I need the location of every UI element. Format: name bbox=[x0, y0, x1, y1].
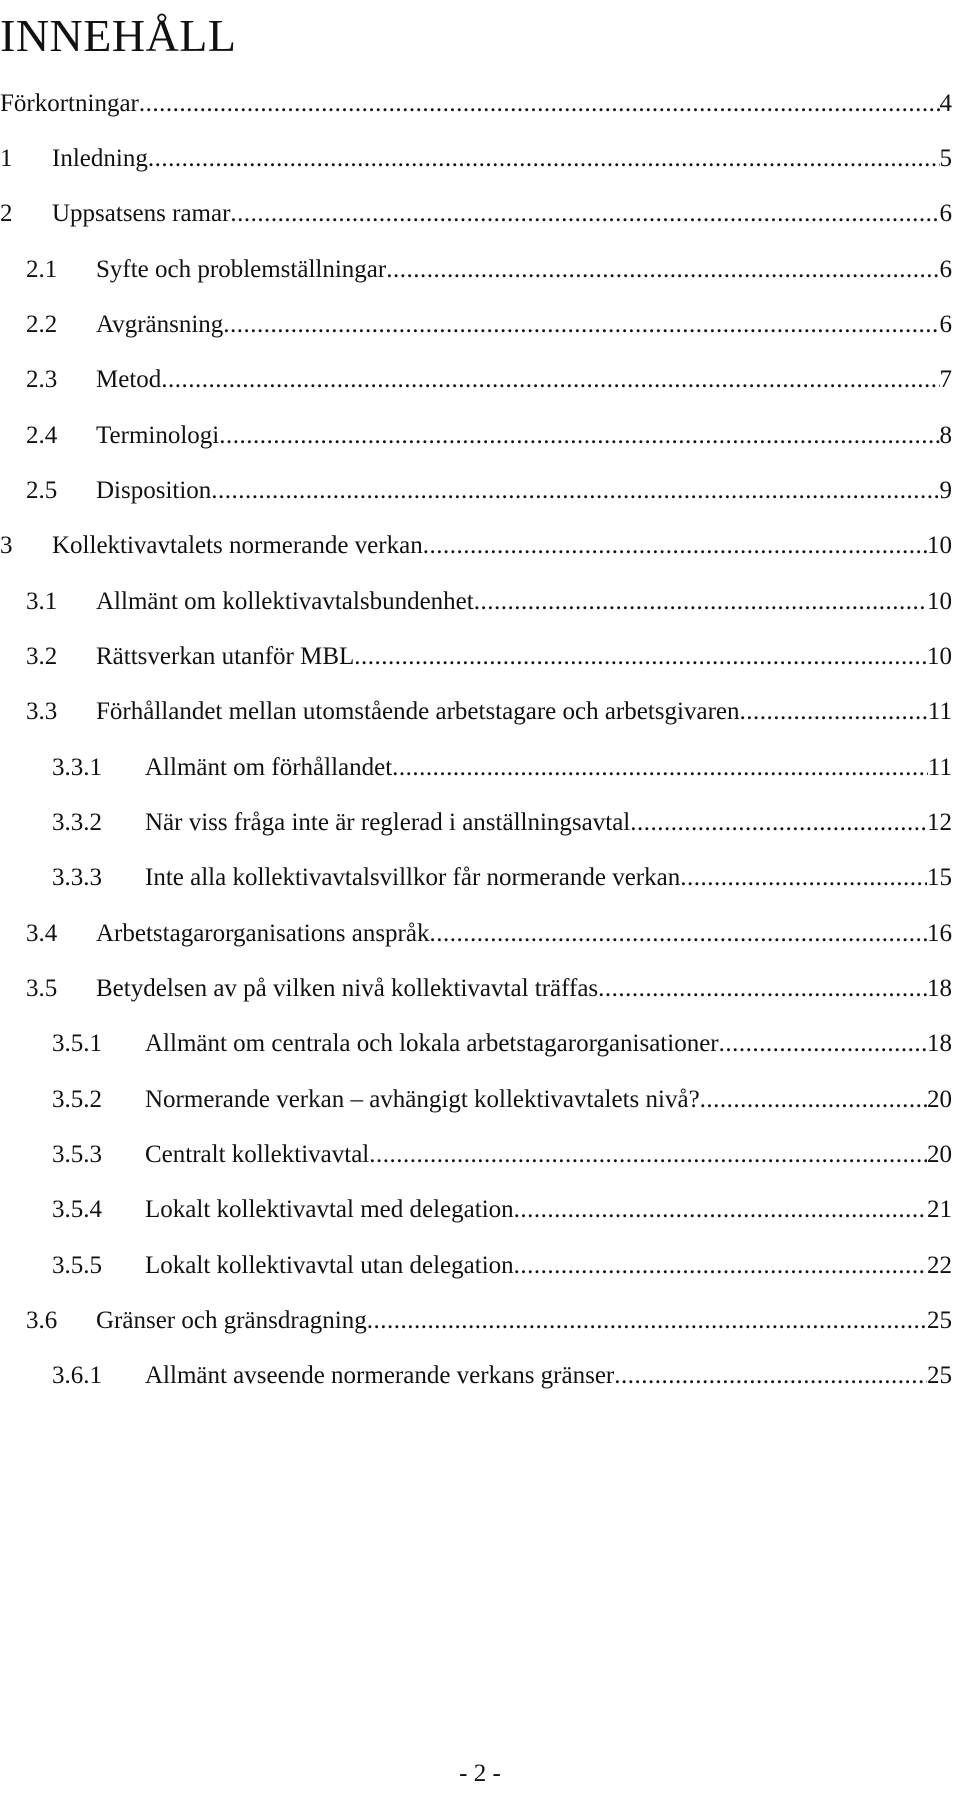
toc-entry-page: 7 bbox=[939, 366, 952, 393]
toc-entry bbox=[0, 526, 960, 566]
toc-entry-page: 5 bbox=[939, 145, 952, 172]
toc-entry-title: Gränser och gränsdragning bbox=[96, 1307, 367, 1334]
toc-entry-page: 9 bbox=[939, 477, 952, 504]
toc-entry-title: När viss fråga inte är reglerad i anställningsavtal bbox=[145, 809, 631, 836]
toc-dot-leader bbox=[223, 305, 939, 345]
toc-dot-leader bbox=[219, 416, 939, 456]
toc-entry-title: Disposition bbox=[96, 477, 212, 504]
toc-dot-leader bbox=[148, 139, 940, 179]
toc-entry bbox=[0, 250, 960, 290]
toc-entry-title: Allmänt avseende normerande verkans gränser bbox=[145, 1362, 615, 1389]
toc-entry-page: 4 bbox=[939, 90, 952, 117]
toc-entry bbox=[0, 1024, 960, 1064]
toc-entry bbox=[0, 969, 960, 1009]
toc-dot-leader bbox=[700, 1080, 927, 1120]
toc-dot-leader bbox=[230, 194, 939, 234]
toc-dot-leader bbox=[474, 582, 927, 622]
toc-entry-title: Centralt kollektivavtal bbox=[145, 1141, 370, 1168]
toc-entry bbox=[0, 1190, 960, 1230]
toc-entry-number: 3.3.2 bbox=[52, 809, 102, 836]
toc-entry bbox=[0, 84, 960, 124]
toc-entry-title: Avgränsning bbox=[96, 311, 224, 338]
toc-entry bbox=[0, 582, 960, 622]
toc-entry bbox=[0, 139, 960, 179]
toc-entry-title: Lokalt kollektivavtal utan delegation bbox=[145, 1252, 514, 1279]
toc-entry-title: Kollektivavtalets normerande verkan bbox=[52, 532, 423, 559]
toc-entry-number: 3.4 bbox=[26, 920, 58, 947]
toc-entry bbox=[0, 748, 960, 788]
toc-dot-leader bbox=[423, 526, 927, 566]
toc-entry-page: 20 bbox=[927, 1086, 952, 1113]
toc-entry-number: 3.3 bbox=[26, 698, 58, 725]
toc-entry-page: 15 bbox=[927, 864, 952, 891]
toc-dot-leader bbox=[598, 969, 927, 1009]
toc-entry bbox=[0, 305, 960, 345]
toc-entry-page: 16 bbox=[927, 920, 952, 947]
toc-entry-number: 3.1 bbox=[26, 588, 58, 615]
toc-entry-number: 3.5.2 bbox=[52, 1086, 102, 1113]
toc-entry-page: 6 bbox=[939, 256, 952, 283]
toc-entry-page: 6 bbox=[939, 200, 952, 227]
toc-entry-number: 3.5.3 bbox=[52, 1141, 102, 1168]
toc-entry-page: 25 bbox=[927, 1307, 952, 1334]
toc-dot-leader bbox=[392, 748, 928, 788]
toc-dot-leader bbox=[740, 692, 928, 732]
toc-entry-number: 3.6.1 bbox=[52, 1362, 102, 1389]
toc-entry-number: 2.1 bbox=[26, 256, 58, 283]
toc-entry bbox=[0, 360, 960, 400]
toc-dot-leader bbox=[161, 360, 939, 400]
toc-entry-number: 1 bbox=[0, 145, 13, 172]
toc-entry-number: 2.2 bbox=[26, 311, 58, 338]
toc-entry bbox=[0, 692, 960, 732]
toc-entry-number: 3.3.3 bbox=[52, 864, 102, 891]
toc-entry-title: Allmänt om centrala och lokala arbetstagarorganisationer bbox=[145, 1030, 719, 1057]
toc-entry-title: Arbetstagarorganisations anspråk bbox=[96, 920, 430, 947]
toc-entry-title: Terminologi bbox=[96, 422, 220, 449]
toc-entry bbox=[0, 194, 960, 234]
toc-dot-leader bbox=[429, 914, 927, 954]
toc-entry-title: Uppsatsens ramar bbox=[52, 200, 231, 227]
toc-dot-leader bbox=[354, 637, 927, 677]
toc-entry bbox=[0, 637, 960, 677]
toc-entry-page: 6 bbox=[939, 311, 952, 338]
toc-entry bbox=[0, 1080, 960, 1120]
toc-entry-page: 21 bbox=[927, 1196, 952, 1223]
toc-entry bbox=[0, 1135, 960, 1175]
toc-entry-number: 2 bbox=[0, 200, 13, 227]
toc-dot-leader bbox=[367, 1301, 927, 1341]
toc-entry bbox=[0, 471, 960, 511]
toc-entry-page: 10 bbox=[927, 588, 952, 615]
toc-dot-leader bbox=[680, 858, 927, 898]
toc-dot-leader bbox=[369, 1135, 927, 1175]
toc-entry-page: 12 bbox=[927, 809, 952, 836]
toc-entry bbox=[0, 1246, 960, 1286]
page-title: INNEHÅLL bbox=[0, 10, 237, 61]
toc-entry-title: Syfte och problemställningar bbox=[96, 256, 387, 283]
toc-entry-title: Normerande verkan – avhängigt kollektivavtalets nivå? bbox=[145, 1086, 700, 1113]
toc-entry-title: Förhållandet mellan utomstående arbetstagare och arbetsgivaren bbox=[96, 698, 740, 725]
toc-entry-page: 11 bbox=[927, 754, 952, 781]
toc-entry-page: 18 bbox=[927, 1030, 952, 1057]
toc-entry-title: Lokalt kollektivavtal med delegation bbox=[145, 1196, 514, 1223]
toc-entry-page: 25 bbox=[927, 1362, 952, 1389]
toc-entry-page: 20 bbox=[927, 1141, 952, 1168]
toc-dot-leader bbox=[514, 1246, 927, 1286]
toc-entry-number: 2.4 bbox=[26, 422, 58, 449]
toc-entry-number: 2.5 bbox=[26, 477, 58, 504]
toc-dot-leader bbox=[386, 250, 939, 290]
toc-entry bbox=[0, 914, 960, 954]
toc-dot-leader bbox=[514, 1190, 927, 1230]
toc-entry bbox=[0, 858, 960, 898]
toc-entry-number: 3.5.1 bbox=[52, 1030, 102, 1057]
toc-entry-title: Förkortningar bbox=[0, 90, 139, 117]
toc-entry-number: 3.6 bbox=[26, 1307, 58, 1334]
toc-entry-title: Rättsverkan utanför MBL bbox=[96, 643, 355, 670]
page-number: - 2 - bbox=[459, 1760, 501, 1787]
toc-entry bbox=[0, 803, 960, 843]
toc-entry-number: 3.5 bbox=[26, 975, 58, 1002]
toc-entry bbox=[0, 416, 960, 456]
toc-entry-title: Allmänt om förhållandet bbox=[145, 754, 393, 781]
toc-entry-number: 2.3 bbox=[26, 366, 58, 393]
toc-entry bbox=[0, 1301, 960, 1341]
toc-entry-number: 3.5.4 bbox=[52, 1196, 102, 1223]
toc-entry-page: 10 bbox=[927, 532, 952, 559]
toc-entry-title: Inledning bbox=[52, 145, 148, 172]
toc-entry-page: 10 bbox=[927, 643, 952, 670]
toc-entry-page: 8 bbox=[939, 422, 952, 449]
toc-entry bbox=[0, 1356, 960, 1396]
toc-dot-leader bbox=[614, 1356, 927, 1396]
toc-dot-leader bbox=[719, 1024, 927, 1064]
toc-entry-title: Inte alla kollektivavtalsvillkor får normerande verkan bbox=[145, 864, 681, 891]
toc-entry-page: 11 bbox=[927, 698, 952, 725]
toc-dot-leader bbox=[630, 803, 927, 843]
toc-dot-leader bbox=[139, 84, 940, 124]
toc-entry-number: 3.3.1 bbox=[52, 754, 102, 781]
toc-entry-title: Metod bbox=[96, 366, 162, 393]
toc-entry-title: Betydelsen av på vilken nivå kollektivavtal träffas bbox=[96, 975, 599, 1002]
toc-entry-page: 18 bbox=[927, 975, 952, 1002]
toc-dot-leader bbox=[211, 471, 939, 511]
toc-entry-number: 3 bbox=[0, 532, 13, 559]
toc-entry-number: 3.2 bbox=[26, 643, 58, 670]
toc-entry-title: Allmänt om kollektivavtalsbundenhet bbox=[96, 588, 474, 615]
toc-entry-number: 3.5.5 bbox=[52, 1252, 102, 1279]
toc-entry-page: 22 bbox=[927, 1252, 952, 1279]
